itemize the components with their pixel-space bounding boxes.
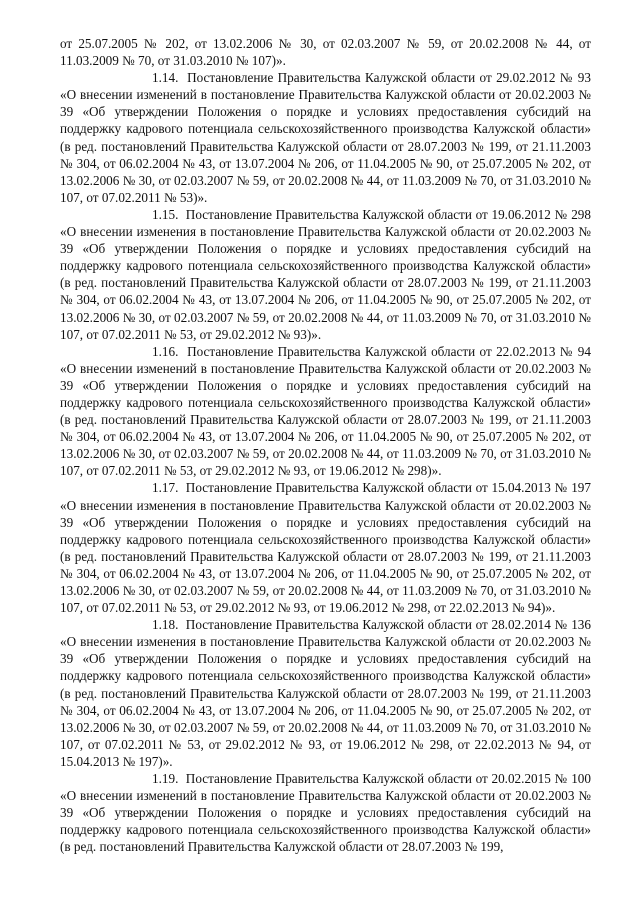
paragraph-text: Постановление Правительства Калужской области от 19.06.2012 № 298 «О внесении изменения в постановление Правительства Калужской области от 20.02.2003 № 39 «Об утверждении Положения о порядке и условиях предоставления субсидий на поддержку кадрового потенциала сельскохозяйственного производства Калужской области» (в ред. постановлений Правительства Калужской области от 28.07.2003 № 199, от 21.11.2003 № 304, от 06.02.2004 № 43, от 13.07.2004 № 206, от 11.04.2005 № 90, от 25.07.2005 № 202, от 13.02.2006 № 30, от 02.03.2007 № 59, от 20.02.2008 № 44, от 11.03.2009 № 70, от 31.03.2010 № 107, от 07.02.2011 № 53, от 29.02.2012 № 93)». (60, 206, 591, 342)
paragraph-1-19 (60, 770, 591, 855)
paragraph-text: Постановление Правительства Калужской области от 15.04.2013 № 197 «О внесении изменения в постановление Правительства Калужской области от 20.02.2003 № 39 «Об утверждении Положения о порядке и условиях предоставления субсидий на поддержку кадрового потенциала сельскохозяйственного производства Калужской области» (в ред. постановлений Правительства Калужской области от 28.07.2003 № 199, от 21.11.2003 № 304, от 06.02.2004 № 43, от 13.07.2004 № 206, от 11.04.2005 № 90, от 25.07.2005 № 202, от 13.02.2006 № 30, от 02.03.2007 № 59, от 20.02.2008 № 44, от 11.03.2009 № 70, от 31.03.2010 № 107, от 07.02.2011 № 53, от 29.02.2012 № 93, от 19.06.2012 № 298, от 22.02.2013 № 94)». (60, 480, 591, 616)
paragraph-text: Постановление Правительства Калужской области от 29.02.2012 № 93 «О внесении изменений в постановление Правительства Калужской области от 20.02.2003 № 39 «Об утверждении Положения о порядке и условиях предоставления субсидий на поддержку кадрового потенциала сельскохозяйственного производства Калужской области» (в ред. постановлений Правительства Калужской области от 28.07.2003 № 199, от 21.11.2003 № 304, от 06.02.2004 № 43, от 13.07.2004 № 206, от 11.04.2005 № 90, от 25.07.2005 № 202, от 13.02.2006 № 30, от 02.03.2007 № 59, от 20.02.2008 № 44, от 11.03.2009 № 70, от 31.03.2010 № 107, от 07.02.2011 № 53)». (60, 70, 591, 205)
paragraph-number: 1.14. (152, 70, 179, 86)
paragraph-1-15 (60, 206, 591, 343)
paragraph-1-17 (60, 479, 591, 616)
paragraph-number: 1.17. (152, 480, 179, 496)
paragraph-text: Постановление Правительства Калужской области от 22.02.2013 № 94 «О внесении изменений в постановление Правительства Калужской области от 20.02.2003 № 39 «Об утверждении Положения о порядке и условиях предоставления субсидий на поддержку кадрового потенциала сельскохозяйственного производства Калужской области» (в ред. постановлений Правительства Калужской области от 28.07.2003 № 199, от 21.11.2003 № 304, от 06.02.2004 № 43, от 13.07.2004 № 206, от 11.04.2005 № 90, от 25.07.2005 № 202, от 13.02.2006 № 30, от 02.03.2007 № 59, от 20.02.2008 № 44, от 11.03.2009 № 70, от 31.03.2010 № 107, от 07.02.2011 № 53, от 29.02.2012 № 93, от 19.06.2012 № 298)». (60, 343, 591, 479)
paragraph-number: 1.18. (152, 617, 179, 633)
paragraph-number: 1.16. (152, 343, 179, 359)
paragraph-1-16 (60, 343, 591, 480)
paragraph-text: Постановление Правительства Калужской области от 20.02.2015 № 100 «О внесении изменений в постановление Правительства Калужской области от 20.02.2003 № 39 «Об утверждении Положения о порядке и условиях предоставления субсидий на поддержку кадрового потенциала сельскохозяйственного производства Калужской области» (в ред. постановлений Правительства Калужской области от 28.07.2003 № 199, (60, 771, 591, 855)
paragraph-1-14 (60, 69, 591, 206)
paragraph-number: 1.19. (152, 771, 179, 787)
paragraph-number: 1.15. (152, 206, 179, 222)
paragraph-continuation (60, 35, 591, 69)
paragraph-text: Постановление Правительства Калужской области от 28.02.2014 № 136 «О внесении изменения в постановление Правительства Калужской области от 20.02.2003 № 39 «Об утверждении Положения о порядке и условиях предоставления субсидий на поддержку кадрового потенциала сельскохозяйственного производства Калужской области» (в ред. постановлений Правительства Калужской области от 28.07.2003 № 199, от 21.11.2003 № 304, от 06.02.2004 № 43, от 13.07.2004 № 206, от 11.04.2005 № 90, от 25.07.2005 № 202, от 13.02.2006 № 30, от 02.03.2007 № 59, от 20.02.2008 № 44, от 11.03.2009 № 70, от 31.03.2010 № 107, от 07.02.2011 № 53, от 29.02.2012 № 93, от 19.06.2012 № 298, от 22.02.2013 № 94, от 15.04.2013 № 197)». (60, 617, 591, 769)
paragraph-text: от 25.07.2005 № 202, от 13.02.2006 № 30, от 02.03.2007 № 59, от 20.02.2008 № 44, от 11.03.2009 № 70, от 31.03.2010 № 107)». (60, 36, 591, 69)
paragraph-1-18 (60, 616, 591, 770)
